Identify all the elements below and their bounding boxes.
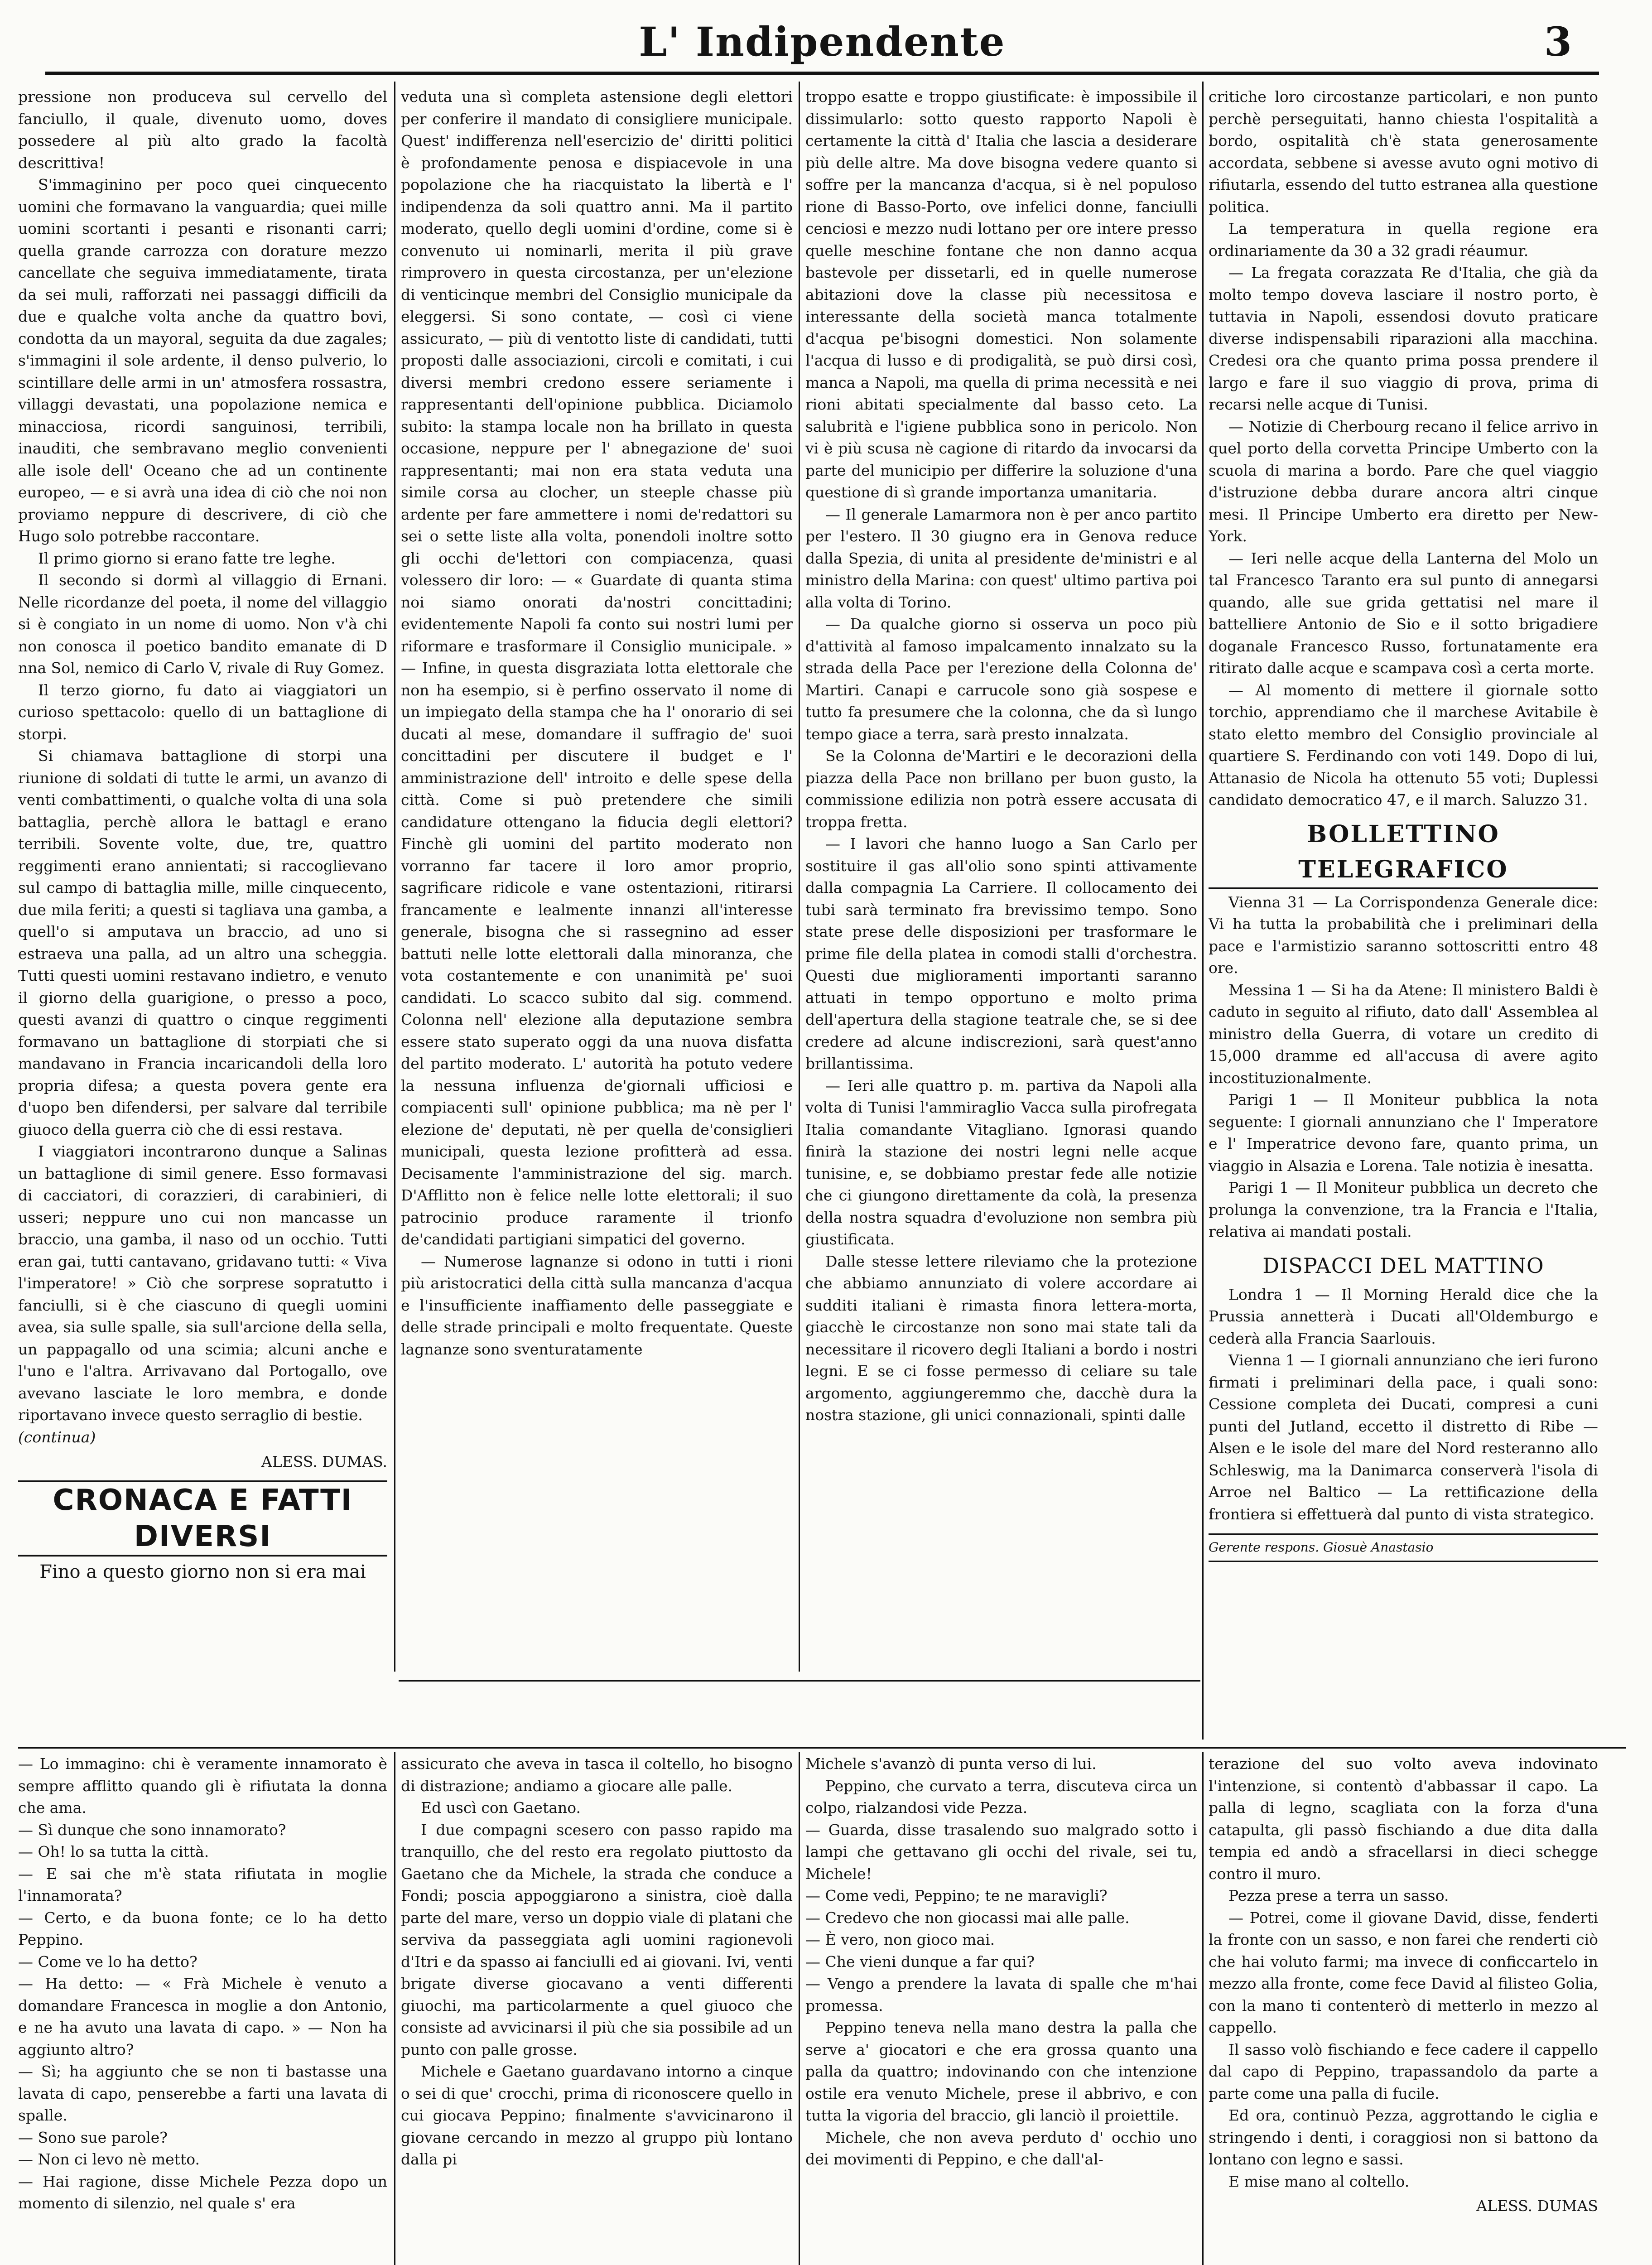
article-paragraph: — Ieri alle quattro p. m. partiva da Napoli alla volta di Tunisi l'ammiraglio Vacca sulla pirofregata Italia comandante Vitagliano. Ignorasi quando finirà la stazione dei nostri legni nelle acque tunisine, e, se dobbiamo prestar fede alle notizie che ci giungono direttamente da colà, la presenza della nostra squadra d'evoluzione non sembra più giustificata. (805, 1076, 1197, 1248)
dialogue-line: — Sì; ha aggiunto che se non ti bastasse una lavata di capo, penserebbe a farti una lavata di spalle. (18, 2063, 387, 2124)
author-signature: ALESS. DUMAS. (261, 1453, 387, 1470)
dialogue-line: — Credevo che non giocassi mai alle palle. (805, 1908, 1130, 1927)
section-rule (18, 1747, 1626, 1749)
column-rule (394, 1752, 395, 2265)
article-paragraph: Dalle stesse lettere rileviamo che la protezione che abbiamo annunziato di volere accordare ai sudditi italiani è rimasta finora lettera-morta, giacchè le circostanze non sono mai state tali da necessitare il ricovero degli Italiani a bordo i nostri legni. E se ci fosse permesso di celiare su tale argomento, aggiungeremmo che, dacchè dura la nostra stazione, gli unici connazionali, spinti dalle (805, 1252, 1197, 1424)
author-signature: ALESS. DUMAS (1476, 2197, 1598, 2215)
dialogue-line: — Non ci levo nè metto. (18, 2150, 200, 2168)
story-paragraph: Ed ora, continuò Pezza, aggrottando le ciglia e stringendo i denti, i coraggiosi non si battono da lontano con legno e sassi. (1209, 2106, 1598, 2168)
dialogue-line: — Certo, e da buona fonte; ce lo ha detto Peppino. (18, 1908, 387, 1948)
story-paragraph: Pezza prese a terra un sasso. (1228, 1887, 1449, 1904)
telegram-item: Parigi 1 — Il Moniteur pubblica un decreto che prolunga la convenzione, tra la Francia e l'Italia, relativa ai mandati postali. (1209, 1179, 1598, 1240)
story-paragraph: — Potrei, come il giovane David, disse, fenderti la fronte con un sasso, e non farei che renderti ciò che hai voluto farmi; ma invece di conficcartelo in mezzo alla fronte, come fece David al filisteo Golia, con la mano ti contenterò di metterlo in mezzo al cappello. (1209, 1908, 1598, 2036)
article-paragraph: critiche loro circostanze particolari, e non punto perchè perseguitati, hanno chiesta l'ospitalità a bordo, ospitalità ch'è stata generosamente accordata, sebbene si avesse avuto ogni motivo di rifiutarla, essendo del tutto estranea alla questione politica. (1209, 88, 1598, 216)
story-paragraph: Michele e Gaetano guardavano intorno a cinque o sei di que' crocchi, prima di riconoscere quello in cui giocava Peppino; finalmente s'avvicinarono il giovane cercando in mezzo al gruppo più lontano dalla pi (401, 2063, 793, 2168)
dialogue-line: — Oh! lo sa tutta la città. (18, 1843, 209, 1860)
gerente-responsabile: Gerente respons. Giosuè Anastasio (1209, 1533, 1598, 1562)
section-rule (399, 1680, 1200, 1682)
feuilleton-column-2 (401, 1753, 793, 2265)
page-number: 3 (1544, 18, 1572, 65)
newspaper-title: L' Indipendente (639, 18, 1006, 65)
article-paragraph: — Il generale Lamarmora non è per anco partito per l'estero. Il 30 giugno era in Genova reduce dalla Spezia, di unita al presidente de'ministri e al ministro della Marina: con quest' ultimo partiva poi alla volta di Torino. (805, 505, 1197, 611)
story-paragraph: Peppino, che curvato a terra, discuteva circa un colpo, rialzandosi vide Pezza. (805, 1777, 1197, 1817)
masthead-rule (45, 72, 1599, 75)
article-paragraph: — Al momento di mettere il giornale sotto torchio, apprendiamo che il marchese Avitabile è stato eletto membro del Consiglio provinciale al quartiere S. Ferdinando con voti 149. Dopo di lui, Attanasio de Nicola ha ottenuto 55 voti; Duplessi candidato democratico 47, e il march. Saluzzo 31. (1209, 681, 1598, 809)
dispatch-item: Londra 1 — Il Morning Herald dice che la Prussia annetterà i Ducati all'Oldemburgo e cederà alla Francia Saarlouis. (1209, 1285, 1598, 1347)
telegram-item: Parigi 1 — Il Moniteur pubblica la nota seguente: I giornali annunziano che l' Imperatore e l' Imperatrice devono fare, quanto prima, un viaggio in Alsazia e Lorena. Tale notizia è inesatta. (1209, 1091, 1598, 1175)
article-paragraph: I viaggiatori incontrarono dunque a Salinas un battaglione di simil genere. Esso formavasi di cacciatori, di corazzieri, di carabinieri, di usseri; neppure uno cui non mancasse un braccio, una gamba, il naso od un occhio. Tutti eran gai, tutti cantavano, gridavano tutti: « Viva l'imperatore! » Ciò che sorprese sopratutto i fanciulli, si è che ciascuno di quegli uomini avea, sia sulle spalle, sia sull'arcione della sella, un pappagallo od una scimia; alcuni anche e l'uno e l'altra. Arrivavano dal Portogallo, ove avevano lasciate le loro membra, e donde riportavano invece questo serraglio di bestie. (18, 1142, 387, 1424)
column-2 (401, 86, 793, 1676)
article-paragraph: Se la Colonna de'Martiri e le decorazioni della piazza della Pace non brillano per buon gusto, la commissione edilizia non potrà essere accusata di troppa fretta. (805, 747, 1197, 831)
dialogue-line: — E sai che m'è stata rifiutata in moglie l'innamorata? (18, 1865, 387, 1904)
feuilleton-column-3 (805, 1753, 1197, 2265)
story-paragraph: E mise mano al coltello. (1228, 2172, 1410, 2190)
column-4 (1209, 86, 1598, 1744)
column-rule (1202, 82, 1204, 1740)
dialogue-line: — Che vieni dunque a far qui? (805, 1952, 1035, 1971)
story-paragraph: I due compagni scesero con passo rapido ma tranquillo, che del resto era regolato piuttosto da Gaetano che da Michele, la strada che conduce a Fondi; poscia appoggiarono a sinistra, cioè dalla parte del mare, verso un doppio viale di platani che serviva da passeggiata agli uomini ragionevoli d'Itri e da spasso ai fanciulli ed ai giovani. Ivi, venti brigate diverse giocavano a venti differenti giuochi, ma particolarmente a quel giuoco che consiste ad avvicinarsi il più che sia possibile ad un punto con palle grosse. (401, 1821, 793, 2058)
dialogue-line: — Sono sue parole? (18, 2128, 168, 2146)
article-paragraph: — Da qualche giorno si osserva un poco più d'attività al famoso impalcamento innalzato su la strada della Pace per l'erezione della Colonna de' Martiri. Canapi e carrucole sono già sospese e tutto fa presumere che la colonna, che da sì lungo tempo giace a terra, sarà presto innalzata. (805, 615, 1197, 743)
column-rule (799, 1752, 800, 2265)
telegram-item: Messina 1 — Si ha da Atene: Il ministero Baldi è caduto in seguito al rifiuto, dato dall' Assemblea al ministro della Guerra, di votare un credito di 15,000 dramme ed all'accusa di avere agito incostituzionalmente. (1209, 981, 1598, 1087)
column-rule (1202, 1752, 1204, 2265)
dispacci-heading: DISPACCI DEL MATTINO (1262, 1253, 1544, 1278)
dialogue-line: — Sì dunque che sono innamorato? (18, 1821, 286, 1839)
article-paragraph: Il terzo giorno, fu dato ai viaggiatori un curioso spettacolo: quello di un battaglione di storpi. (18, 681, 387, 743)
feuilleton-column-4 (1209, 1753, 1598, 2265)
article-paragraph: La temperatura in quella regione era ordinariamente da 30 a 32 gradi réaumur. (1209, 220, 1598, 260)
column-rule (799, 82, 800, 1672)
masthead (45, 18, 1599, 72)
article-paragraph: Si chiamava battaglione di storpi una riunione di soldati di tutte le armi, un avanzo di venti combattimenti, o qualche volta di una sola battaglia, perchè allora le battagl e erano terribili. Sovente volte, due, tre, quattro reggimenti erano annientati; si raccoglievano sul campo di battaglia mille, mille cinquecento, due mila feriti; a questi si tagliava una gamba, a quell'o si amputava un braccio, ad uno si estraeva una palla, ad un altro una scheggia. Tutti questi uomini restavano indietro, e venuto il giorno della guarigione, o presso a poco, questi avanzi di quattro o cinque reggimenti formavano un battaglione di storpiati che si mandavano in Francia incaricandoli della loro propria difesa; a questa povera gente era d'uopo ben difendersi, per salvare dal terribile giuoco della guerra ciò che di essi restava. (18, 747, 387, 1138)
article-paragraph: troppo esatte e troppo giustificate: è impossibile il dissimularlo: sotto questo rapporto Napoli è certamente la città d' Italia che lascia a desiderare più delle altre. Ma dove bisogna vedere quanto si soffre per la mancanza d'acqua, si è nel populoso rione di Basso-Porto, ove infelici donne, fanciulli cenciosi e mezzo nudi lottano per ore intere presso quelle meschine fontane che non danno acqua bastevole per dissetarli, ed in quelle numerose abitazioni dove la classe più necessitosa e interessante della società manca totalmente d'acqua pe'bisogni domestici. Non solamente l'acqua di lusso e di prodigalità, se può dirsi così, manca a Napoli, ma quella di prima necessità e nei rioni abitati specialmente dal basso ceto. La salubrità e l'igiene pubblica sono in pericolo. Non vi è più scusa nè cagione di ritardo da invocarsi da parte del municipio per differire la soluzione d'una questione di sì grande importanza umanitaria. (805, 88, 1197, 501)
article-paragraph: pressione non produceva sul cervello del fanciullo, il quale, divenuto uomo, doves possedere al più alto grado la facoltà descrittiva! (18, 88, 387, 172)
dialogue-line: — Guarda, disse trasalendo suo malgrado sotto i lampi che gettavano gli occhi del rivale, sei tu, Michele! (805, 1821, 1197, 1883)
dialogue-line: — Vengo a prendere la lavata di spalle che m'hai promessa. (805, 1975, 1197, 2014)
dialogue-line: — Come ve lo ha detto? (18, 1952, 197, 1971)
section-subtitle: Fino a questo giorno non si era mai (39, 1561, 366, 1582)
column-3 (805, 86, 1197, 1676)
story-paragraph: terazione del suo volto aveva indovinato l'intenzione, si contentò d'abbassar il capo. La palla di legno, scagliata con la forza d'una catapulta, gli passò fischiando a due dita dalla tempia ed andò a sfracellarsi in dieci schegge contro il muro. (1209, 1755, 1598, 1883)
story-paragraph: Il sasso volò fischiando e fece cadere il cappello dal capo di Peppino, trapassandolo da parte a parte come una palla di fucile. (1209, 2040, 1598, 2102)
dialogue-line: — Ha detto: — « Frà Michele è venuto a domandare Francesca in moglie a don Antonio, e ne ha avuto una lavata di capo. » — Non ha aggiunto altro? (18, 1975, 387, 2058)
feuilleton-column-1 (18, 1753, 387, 2265)
dispatch-item: Vienna 1 — I giornali annunziano che ieri furono firmati i preliminari della pace, i quali sono: Cessione completa dei Ducati, compresi a cuni punti del Jutland, eccetto il distretto di Ribe — Alsen e le isole del mare del Nord resteranno allo Schleswig, ma la Danimarca conserverà l'isola di Arroe nel Baltico — La rettificazione della frontiera si effettuerà dal punto di vista strategico. (1209, 1351, 1598, 1523)
article-paragraph: Il secondo si dormì al villaggio di Ernani. Nelle ricordanze del poeta, il nome del villaggio si è congiato in un nome di uomo. Non v'à chi non conosca il poetico bandito emanate di D nna Sol, nemico di Carlo V, rivale di Ruy Gomez. (18, 571, 387, 677)
dialogue-line: — Hai ragione, disse Michele Pezza dopo un momento di silenzio, nel quale s' era (18, 2172, 387, 2212)
article-paragraph: — I lavori che hanno luogo a San Carlo per sostituire il gas all'olio sono spinti attivamente dalla compagnia La Carriere. Il collocamento dei tubi sarà terminato fra brevissimo tempo. Sono state prese delle disposizioni per trasformare le prime file della platea in comodi stalli d'orchestra. Questi due miglioramenti importanti saranno attuati in tempo opportuno e molto prima dell'apertura della stagione teatrale che, se si dee credere ad alcune indiscrezioni, sarà quest'anno brillantissima. (805, 835, 1197, 1072)
telegram-item: Vienna 31 — La Corrispondenza Generale dice: Vi ha tutta la probabilità che i preliminari della pace e l'armistizio saranno sottoscritti entro 48 ore. (1209, 893, 1598, 977)
dialogue-line: — Come vedi, Peppino; te ne maravigli? (805, 1887, 1108, 1904)
article-paragraph: Il primo giorno si erano fatte tre leghe. (38, 549, 336, 567)
column-rule (394, 82, 395, 1672)
dialogue-line: — Lo immagino: chi è veramente innamorato è sempre afflitto quando gli è rifiutata la donna che ama. (18, 1755, 387, 1817)
story-paragraph: Ed uscì con Gaetano. (421, 1799, 581, 1817)
story-paragraph: assicurato che aveva in tasca il coltello, ho bisogno di distrazione; andiamo a giocare alle palle. (401, 1755, 793, 1795)
article-paragraph: veduta una sì completa astensione degli elettori per conferire il mandato di consigliere municipale. Quest' indifferenza nell'esercizio de' diritti politici è profondamente penosa e dispiacevole in una popolazione che ha riacquistato la libertà e l' indipendenza da soli quattro anni. Ma il partito moderato, quello degli uomini d'ordine, come si è convenuto ui nominarli, merita il più grave rimprovero in questa circostanza, per un'elezione di venticinque membri del Consiglio municipale da eleggersi. Si sono contate, — così ci viene assicurato, — più di ventotto liste di candidati, tutti proposti dalle associazioni, circoli e comitati, i cui diversi membri credono essere seriamente i rappresentanti dell'opinione pubblica. Diciamolo subito: la stampa locale non ha brillato in questa occasione, neppure per l' abnegazione de' suoi rappresentanti; mai non era stata veduta una simile corsa au clocher, un steeple chasse più ardente per fare ammettere i nomi de'redattori su sei o sette liste alla volta, ponendoli inoltre sotto gli occhi de'lettori con compiacenza, quasi volessero dir loro: — « Guardate di quanta stima noi siamo onorati da'nostri concittadini; evidentemente Napoli fa conto sui nostri lumi per riformare e trasformare il Consiglio municipale. » — Infine, in questa disgraziata lotta elettorale che non ha esempio, si è perfino osservato il nome di un impiegato della stampa che ha l' onorario di sei ducati al mese, domandare il suffragio de' suoi concittadini per discutere il budget e l' amministrazione dell' introito e delle spese della città. Come si può pretendere che simili candidature ottengano la fiducia degli elettori? Finchè gli uomini del partito moderato non vorranno far tacere il loro amor proprio, sagrificare ridicole e vane ostentazioni, ritirarsi francamente e lealmente innanzi all'interesse generale, bisogna che si rassegnino ad esser battuti nelle lotte elettorali dalla minoranza, che vota costantemente e con unanimità pe' suoi candidati. Lo scacco subito dal sig. commend. Colonna nell' elezione alla deputazione sembra essere stato superato oggi da una nuova disfatta del partito moderato. L' autorità ha potuto vedere la nessuna influenza de'giornali ufficiosi e compiacenti sull' opinione pubblica; ma nè per l' elezione de' deputati, nè per quella de'consiglieri municipali, questa lezione profitterà ad essa. Decisamente l'amministrazione del sig. march. D'Afflitto non è felice nelle lotte elettorali; il suo patrocinio produce raramente il trionfo de'candidati partigiani simpatici del governo. (401, 88, 793, 1248)
story-paragraph: Peppino teneva nella mano destra la palla che serve a' giocatori e che era grossa quanto una palla da quattro; indovinando con che intenzione ostile era venuto Michele, prese il abbrivo, e con tutta la vigoria del braccio, gli lanciò il proiettile. (805, 2019, 1197, 2124)
article-paragraph: — La fregata corazzata Re d'Italia, che già da molto tempo doveva lasciare il nostro porto, è tuttavia in Napoli, essendosi dovuto praticare diverse indispensabili riparazioni alla macchina. Credesi ora che quanto prima possa prendere il largo e fare il suo viaggio di prova, prima di recarsi nelle acque di Tunisi. (1209, 264, 1598, 413)
section-title: CRONACA E FATTI DIVERSI (18, 1480, 387, 1557)
bollettino-heading: BOLLETTINO TELEGRAFICO (1209, 817, 1598, 889)
continued-label: (continua) (18, 1428, 96, 1446)
article-paragraph: — Ieri nelle acque della Lanterna del Molo un tal Francesco Taranto era sul punto di annegarsi quando, alle sue grida gettatisi nel mare il battelliere Antonio de Sio e il sotto brigadiere doganale Francesco Russo, fortunatamente era ritirato dalle acque e scampava così a certa morte. (1209, 549, 1598, 677)
column-1 (18, 86, 387, 1744)
story-paragraph: Michele s'avanzò di punta verso di lui. (805, 1755, 1097, 1773)
article-paragraph: — Numerose lagnanze si odono in tutti i rioni più aristocratici della città sulla mancanza d'acqua e l'insufficiente inaffiamento delle passeggiate e delle strade principali e molto frequentate. Queste lagnanze sono sventuratamente (401, 1252, 793, 1358)
article-paragraph: — Notizie di Cherbourg recano il felice arrivo in quel porto della corvetta Principe Umberto con la scuola di marina a bordo. Pare che quel viaggio d'istruzione debba durare ancora altri cinque mesi. Il Principe Umberto era diretto per New-York. (1209, 417, 1598, 545)
dialogue-line: — È vero, non gioco mai. (805, 1931, 995, 1948)
story-paragraph: Michele, che non aveva perduto d' occhio uno dei movimenti di Peppino, e che dall'al- (805, 2128, 1197, 2168)
article-paragraph: S'immaginino per poco quei cinquecento uomini che formavano la vanguardia; quei mille uomini scortanti i pesanti e risonanti carri; quella grande carrozza con dorature mezzo cancellate che seguiva immediatamente, tirata da sei muli, rafforzati nei passaggi difficili da due e qualche volta anche da quattro bovi, condotta da un mayoral, seguita da due zagales; s'immagini il sole ardente, il denso pulverio, lo scintillare delle armi in un' atmosfera rossastra, villaggi devastati, una popolazione nemica e minacciosa, ricordi sanguinosi, terribili, inauditi, che sembravano meglio convenienti alle isole dell' Oceano che ad un continente europeo, — e si avrà una idea di ciò che noi non proviamo neppure di descrivere, di ciò che Hugo solo potrebbe raccontare. (18, 176, 387, 545)
